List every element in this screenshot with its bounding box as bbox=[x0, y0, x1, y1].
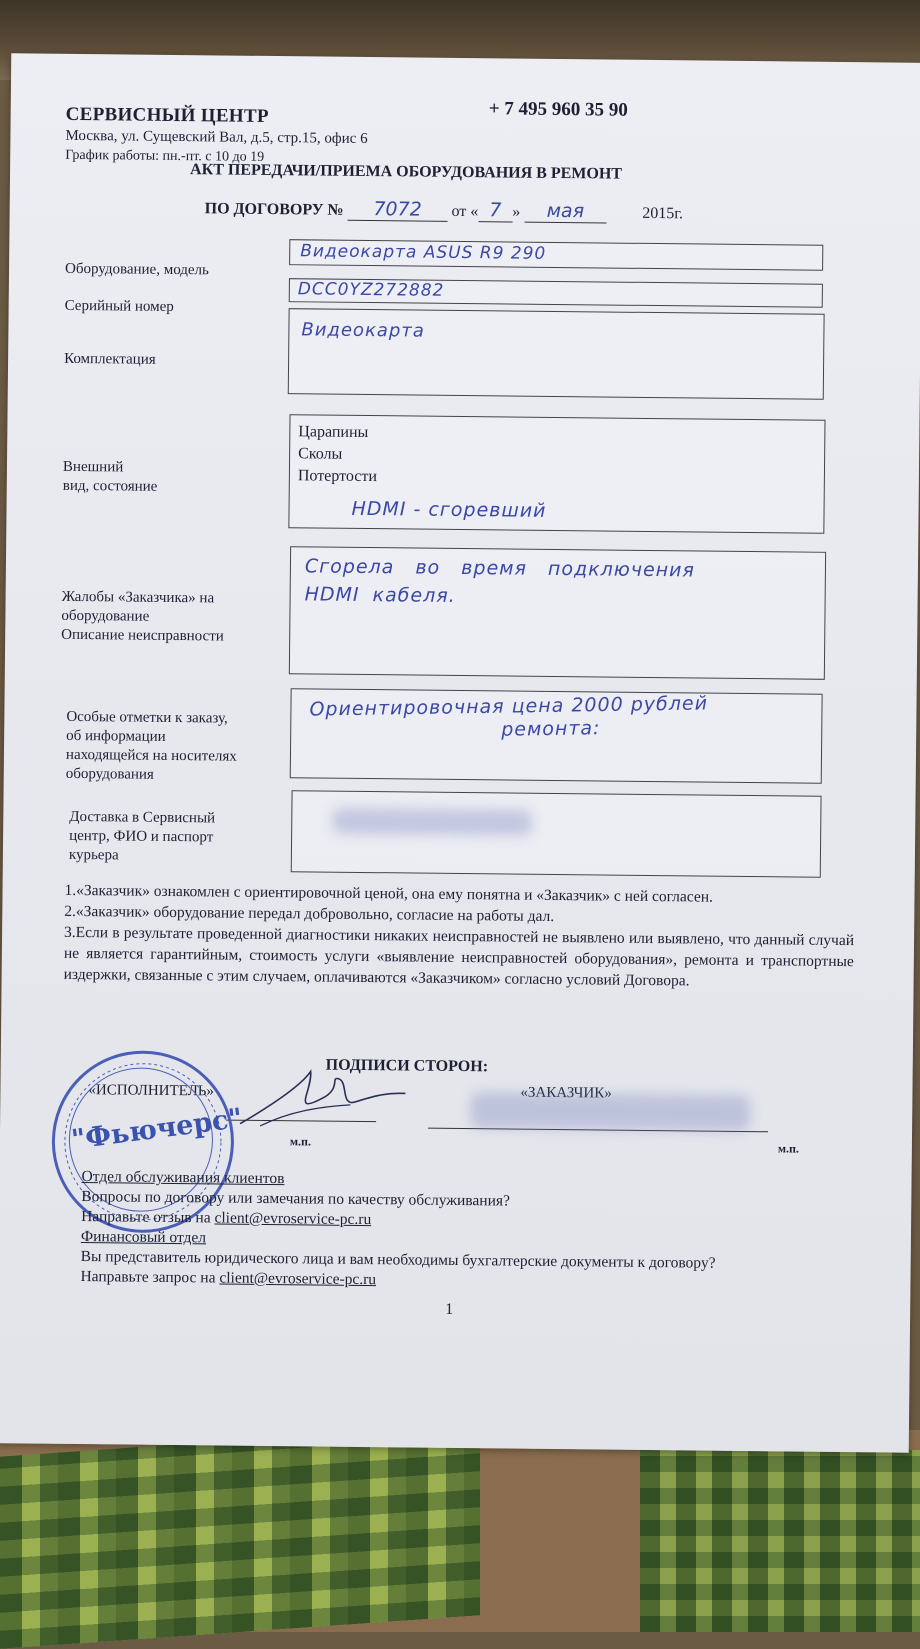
equipment-value: Видеокарта ASUS R9 290 bbox=[300, 241, 547, 264]
contract-number-field bbox=[347, 198, 447, 222]
delivery-label bbox=[69, 808, 215, 867]
date-prefix: от « bbox=[451, 202, 479, 221]
customer-label: «ЗАКАЗЧИК» bbox=[520, 1084, 612, 1102]
complaints-label-line1: Жалобы «Заказчика» на bbox=[61, 588, 215, 607]
contract-prefix: ПО ДОГОВОРУ № bbox=[204, 200, 344, 219]
notes-label bbox=[66, 708, 238, 786]
notes-label-line3: находящейся на носителях bbox=[65, 746, 237, 765]
complaints-hand-line1: Сгорела во время подключения bbox=[304, 555, 696, 582]
month: мая bbox=[546, 199, 585, 223]
stamp-name: "Фьючерс" bbox=[69, 1102, 245, 1156]
executor-label: «ИСПОЛНИТЕЛЬ» bbox=[88, 1082, 215, 1100]
condition-chips: Сколы bbox=[298, 445, 343, 463]
phone-number: + 7 495 960 35 90 bbox=[488, 98, 628, 121]
serial-box bbox=[289, 278, 823, 308]
equipment-label: Оборудование, модель bbox=[64, 260, 210, 279]
condition-scratches: Царапины bbox=[298, 423, 369, 442]
redacted-courier bbox=[332, 808, 532, 836]
day: 7 bbox=[489, 199, 502, 222]
complaints-label bbox=[61, 588, 224, 647]
notes-label-line1: Особые отметки к заказу, bbox=[66, 708, 228, 727]
dept2-title: Финансовый отдел bbox=[80, 1228, 207, 1247]
kit-label: Комплектация bbox=[64, 350, 156, 368]
plaid-fabric-right bbox=[640, 1450, 920, 1632]
work-hours: График работы: пн.-пт. с 10 до 19 bbox=[65, 147, 265, 165]
page-number: 1 bbox=[445, 1300, 454, 1318]
dept2-send: Направьте запрос на client@evroservice-pc.ru bbox=[80, 1268, 377, 1289]
complaints-box bbox=[289, 546, 826, 680]
complaints-label-line2: оборудование bbox=[61, 607, 150, 625]
clause-1: 1.«Заказчик» ознакомлен с ориентировочной ценой, она ему понятна и «Заказчик» с ней согласен. bbox=[64, 881, 714, 906]
equipment-box bbox=[289, 239, 823, 271]
dept2-email-link[interactable]: client@evroservice-pc.ru bbox=[219, 1269, 377, 1289]
condition-hand: HDMI - сгоревший bbox=[351, 497, 547, 522]
serial-value: DCC0YZ272882 bbox=[297, 279, 445, 301]
complaints-label-line3: Описание неисправности bbox=[61, 626, 224, 645]
contract-number: 7072 bbox=[373, 198, 422, 221]
date-mid: » bbox=[512, 203, 521, 221]
condition-label bbox=[63, 458, 158, 497]
signatures-title: ПОДПИСИ СТОРОН: bbox=[325, 1056, 489, 1076]
serial-label: Серийный номер bbox=[64, 297, 174, 315]
notes-label-line4: оборудования bbox=[65, 765, 154, 783]
plaid-fabric-left bbox=[0, 1423, 480, 1649]
document-content bbox=[0, 53, 920, 1452]
notes-label-line2: об информации bbox=[66, 727, 166, 745]
delivery-label-line3: курьера bbox=[68, 846, 119, 864]
clause-2: 2.«Заказчик» оборудование передал добровольно, согласие на работы дал. bbox=[64, 902, 555, 925]
address: Москва, ул. Сущевский Вал, д.5, стр.15, офис 6 bbox=[65, 127, 368, 147]
executor-mp: м.п. bbox=[289, 1134, 312, 1149]
redacted-customer-signature bbox=[470, 1092, 750, 1131]
kit-box bbox=[288, 308, 825, 400]
customer-mp: м.п. bbox=[777, 1141, 800, 1156]
delivery-label-line2: центр, ФИО и паспорт bbox=[69, 827, 214, 846]
year: 2015г. bbox=[642, 204, 684, 223]
condition-label-line1: Внешний bbox=[62, 458, 124, 476]
month-field bbox=[524, 200, 606, 224]
contract-line bbox=[205, 196, 684, 224]
notes-box bbox=[290, 688, 823, 784]
notes-hand-line1: Ориентировочная цена 2000 рублей bbox=[309, 692, 709, 721]
dept1-send: Направьте отзыв на client@evroservice-pc.ru bbox=[81, 1208, 372, 1229]
condition-box bbox=[288, 414, 825, 534]
dept1-email-link[interactable]: client@evroservice-pc.ru bbox=[214, 1209, 372, 1229]
delivery-box bbox=[291, 790, 822, 878]
document-sheet bbox=[0, 53, 920, 1452]
condition-label-line2: вид, состояние bbox=[62, 477, 158, 495]
condition-scuffs: Потертости bbox=[297, 467, 378, 486]
day-field bbox=[478, 199, 512, 222]
kit-value: Видеокарта bbox=[301, 319, 425, 342]
delivery-label-line1: Доставка в Сервисный bbox=[69, 808, 216, 827]
executor-signature-icon bbox=[230, 1066, 411, 1138]
notes-hand-line2: ремонта: bbox=[501, 717, 601, 741]
clause-3: 3.Если в результате проведенной диагностики никаких неисправностей не выявлено или выявлено, что данный случай не является гарантийным, стоимость услуги «выявление неисправностей оборудования», ремонта и транспортные издержки, связанные с этим случаем, оплачиваются «Заказчиком» согласно условий Договора. bbox=[63, 923, 855, 990]
condition-typed bbox=[298, 421, 378, 488]
dept1-text: Вопросы по договору или замечания по качеству обслуживания? bbox=[81, 1188, 511, 1210]
dept1-title: Отдел обслуживания клиентов bbox=[81, 1168, 285, 1188]
act-title: АКТ ПЕРЕДАЧИ/ПРИЕМА ОБОРУДОВАНИЯ В РЕМОНТ bbox=[190, 161, 623, 183]
dept2-text: Вы представитель юридического лица и вам необходимы бухгалтерские документы к договору? bbox=[80, 1248, 716, 1272]
complaints-hand-line2: HDMI кабеля. bbox=[304, 583, 456, 607]
brand-title: СЕРВИСНЫЙ ЦЕНТР bbox=[65, 103, 269, 127]
